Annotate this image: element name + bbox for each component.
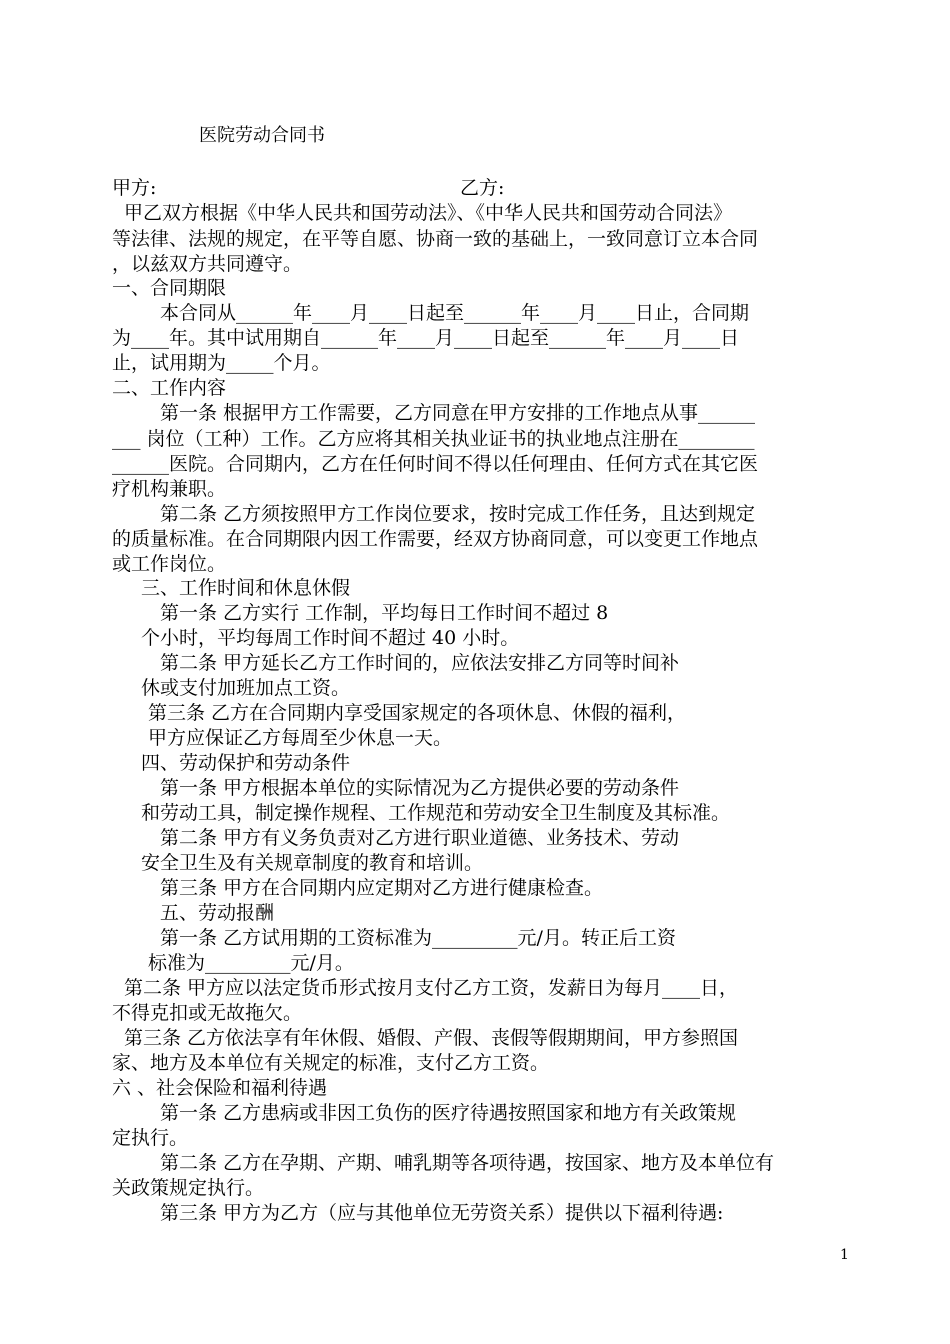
section-heading: 四、劳动保护和劳动条件: [141, 752, 351, 774]
section-heading: 六 、社会保险和福利待遇: [112, 1077, 328, 1099]
paragraph-line: 个小时，平均每周工作时间不超过 40 小时。: [141, 627, 520, 649]
paragraph-line: 甲方应保证乙方每周至少休息一天。: [148, 727, 453, 749]
paragraph-line: 标准为_________元/月。: [148, 952, 354, 974]
paragraph-line: 止，试用期为_____个月。: [112, 352, 331, 374]
party-a-label: 甲方:: [112, 177, 157, 199]
party-b-label: 乙方:: [460, 177, 505, 199]
paragraph-line: 第一条 根据甲方工作需要，乙方同意在甲方安排的工作地点从事______: [160, 402, 756, 424]
paragraph-line: 关政策规定执行。: [112, 1177, 265, 1199]
paragraph-line: 第二条 甲方应以法定货币形式按月支付乙方工资，发薪日为每月____日，: [124, 977, 739, 999]
paragraph-line: 第一条 乙方患病或非因工负伤的医疗待遇按照国家和地方有关政策规: [160, 1102, 737, 1124]
paragraph-line: 第二条 甲方延长乙方工作时间的，应依法安排乙方同等时间补: [160, 652, 680, 674]
paragraph-line: 疗机构兼职。: [112, 478, 227, 500]
paragraph-line: 第二条 乙方在孕期、产期、哺乳期等各项待遇，按国家、地方及本单位有: [160, 1152, 775, 1174]
paragraph-line: 休或支付加班加点工资。: [141, 677, 351, 699]
paragraph-line: 或工作岗位。: [112, 553, 227, 575]
page-number: 1: [840, 1247, 849, 1263]
section-heading: 一、合同期限: [112, 277, 227, 299]
section-heading: 三、工作时间和休息休假: [141, 577, 351, 599]
preamble-line: 甲乙双方根据《中华人民共和国劳动法》、《中华人民共和国劳动合同法》: [124, 202, 733, 224]
paragraph-line: 安全卫生及有关规章制度的教育和培训。: [141, 852, 484, 874]
paragraph-line: 为____年。其中试用期自______年____月____日起至______年____月____日: [112, 327, 740, 349]
document-title: 医院劳动合同书: [199, 125, 325, 146]
paragraph-line: 本合同从______年____月____日起至______年____月____日止，合同期: [160, 302, 750, 324]
paragraph-line: 第一条 甲方根据本单位的实际情况为乙方提供必要的劳动条件: [160, 777, 680, 799]
paragraph-line: 第三条 乙方依法享有年休假、婚假、产假、丧假等假期期间，甲方参照国: [124, 1027, 739, 1049]
paragraph-line: ___ 岗位（工种）工作。乙方应将其相关执业证书的执业地点注册在________: [112, 428, 755, 450]
section-heading: 五、劳动报酬: [160, 902, 275, 924]
paragraph-line: 第一条 乙方试用期的工资标准为_________元/月。转正后工资: [160, 927, 676, 949]
paragraph-line: ______医院。合同期内，乙方在任何时间不得以任何理由、任何方式在其它医: [112, 453, 759, 475]
paragraph-line: 第二条 甲方有义务负责对乙方进行职业道德、业务技术、劳动: [160, 827, 680, 849]
paragraph-line: 第三条 甲方在合同期内应定期对乙方进行健康检查。: [160, 877, 604, 899]
preamble-line: ，以兹双方共同遵守。: [112, 253, 303, 275]
paragraph-line: 家、地方及本单位有关规定的标准，支付乙方工资。: [112, 1052, 550, 1074]
paragraph-line: 和劳动工具，制定操作规程、工作规范和劳动安全卫生制度及其标准。: [141, 802, 731, 824]
paragraph-line: 定执行。: [112, 1127, 189, 1149]
paragraph-line: 的质量标准。在合同期限内因工作需要，经双方协商同意，可以变更工作地点: [112, 528, 759, 550]
paragraph-line: 第二条 乙方须按照甲方工作岗位要求，按时完成工作任务，且达到规定: [160, 503, 756, 525]
section-heading: 二、工作内容: [112, 377, 227, 399]
preamble-line: 等法律、法规的规定，在平等自愿、协商一致的基础上，一致同意订立本合同: [112, 228, 759, 250]
paragraph-line: 第三条 乙方在合同期内享受国家规定的各项休息、休假的福利，: [148, 702, 687, 724]
paragraph-line: 第一条 乙方实行 工作制，平均每日工作时间不超过 8: [160, 602, 609, 624]
paragraph-line: 不得克扣或无故拖欠。: [112, 1002, 303, 1024]
paragraph-line: 第三条 甲方为乙方（应与其他单位无劳资关系）提供以下福利待遇:: [160, 1202, 724, 1224]
